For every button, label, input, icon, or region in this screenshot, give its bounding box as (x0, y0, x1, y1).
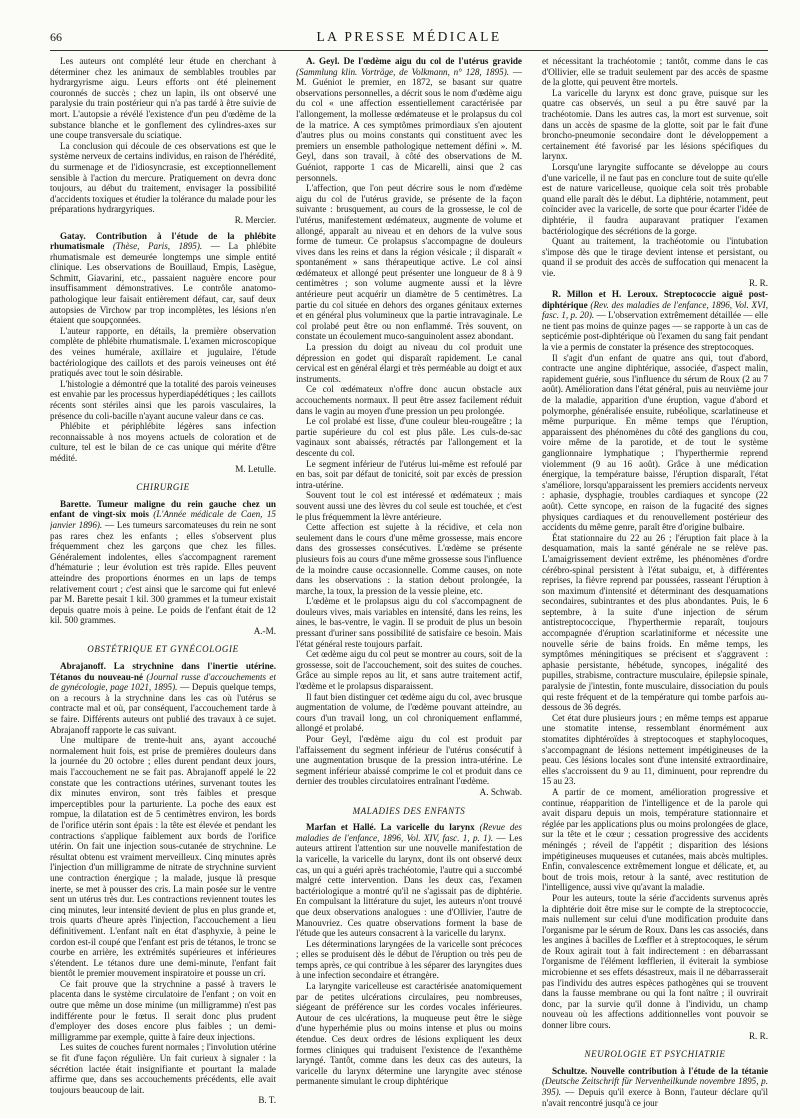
review-entry (296, 56, 522, 183)
paragraph: La laryngite varicelleuse est caractérisée anatomiquement par de petites ulcérations circulaires, peu nombreuses, siégeant de préférence sur les cordes vocales inférieures. Autour de ces ulcérations, la muqueuse peut être le siège d'une hyperhémie plus ou moins intense et plus ou moins étendue. Ces deux ordres de lésions expliquent les deux formes cliniques qui traduisent l'existence de l'exanthème laryngé. Tantôt, comme dans les deux cas des auteurs, la varicelle du larynx détermine une laryngite avec sténose permanente simulant le croup diphtérique (296, 981, 522, 1087)
paragraph: Pour les auteurs, toute la série d'accidents survenus après la diphtérie doit être mise sur le compte de la streptococcie, mais nullement sur celui d'une modification produite dans l'organisme par le sérum de Roux. Dans les cas associés, dans les angines à bacilles de Lœffler et à streptocoques, le sérum de Roux agirait tout à fait indirectement : en débarrassant l'organisme de l'élément lœfflerien, il éviterait la symbiose microbienne et ses effets désastreux, mais il ne débarrasserait pas l'individu des autres espèces pathogènes qui se trouvent dans la fausse membrane ou qui la font naître ; il ouvrirait donc, par la survie qu'il donne à l'individu, un champ nouveau où les affections additionnelles vont pouvoir se donner libre cours. (542, 892, 768, 1031)
paragraph: Cette affection est sujette à la récidive, et cela non seulement dans le cours d'une même grossesse, mais encore dans des grossesses consécutives. L'œdème se présente plusieurs fois au cours d'une même grossesse sous l'influence de la moindre cause occasionnelle. Comme causes, on note dans les observations : la station debout prolongée, la marche, la toux, la pression de la vessie pleine, etc. (296, 522, 522, 596)
page-number: 66 (50, 30, 62, 44)
entry-citation: (L'Année médicale de Caen, 15 janvier 1896). (50, 509, 276, 530)
entry-heading: Marfan et Hallé. La varicelle du larynx (306, 822, 475, 833)
entry-text: — Depuis quelque temps, on a recours à la strychnine dans les cas où l'utérus se contracte mal et où, par conséquent, l'accouchement tarde à se faire. Différents auteurs ont publié des travaux à ce sujet. Abrajanoff rapporte le cas suivant. (50, 682, 276, 735)
paragraph: Cet état dure plusieurs jours ; en même temps est apparue une stomatite intense, ressemblant énormément aux stomatites diphtéroïdes à streptocoques et staphylocoques, s'accompagnant de lésions nettement impétigineuses de la peau. Ces lésions locales sont d'une intensité extraordinaire, elles s'accroissent du 9 au 11, diminuent, pour reprendre du 15 au 23. (542, 712, 768, 787)
paragraph: L'œdème et le prolapsus aigu du col s'accompagnent de douleurs vives, mais variables en intensité, dans les reins, les aines, le bas-ventre, le vagin. Il se produit de plus un besoin pressant d'uriner sans possibilité de satisfaire ce besoin. Mais l'état général reste toujours parfait. (296, 596, 522, 649)
author-signature: R. R. (748, 1030, 768, 1041)
paragraph: L'auteur rapporte, en détails, la première observation complète de phlébite rhumatismale. L'examen microscopique des veines humérale, axillaire et jugulaire, l'étude bactériologique des caillots et des parois veineuses ont été pratiqués avec tout le soin désirable. (50, 325, 276, 379)
paragraph: Les auteurs ont complété leur étude en cherchant à déterminer chez les animaux de semblables troubles par hydrargyrisme aigu. Leurs efforts ont été pleinement couronnés de succès ; chez un lapin, ils ont observé une paralysie du train postérieur qui n'a pas tardé à être suivie de mort. L'autopsie a révélé l'existence d'un peu d'œdème de la substance blanche et le gonflement des cylindres-axes sur une coupe transversale du sciatique. (50, 56, 276, 141)
paragraph: La conclusion qui découle de ces observations est que le système nerveux de certains individus, en raison de l'hérédité, du surmenage et de l'idiosyncrasie, est exceptionnellement sensible à l'action du mercure. Pratiquement on devra donc toujours, au début du traitement, envisager la possibilité d'accidents toxiques et étudier la tolérance du malade pour les préparations hydrargyriques. (50, 140, 276, 215)
entry-text: — M. Guéniot le premier, en 1872, se basant sur quatre observations personnelles, a décrit sous le nom d'œdème aigu du col « une affection essentiellement caractérisée par l'allongement, la mollesse œdémateuse et le prolapsus du col de la matrice. A ces symptômes primordiaux s'en ajoutent d'autres plus ou moins constants qui constituent avec les premiers un ensemble pathologique nettement défini ». M. Geyl, dans son travail, à côté des observations de M. Guéniot, rapporte 1 cas de Micarelli, ainsi que 2 cas personnels. (296, 66, 522, 183)
entry-heading: Gatay. Contribution à l'étude de la phlébite rhumatismale (50, 230, 276, 252)
entry-citation: (Revue des maladies de l'enfance, 1896, Vol. XIV, fasc. 1, p. 1). (296, 822, 522, 843)
review-entry (50, 231, 276, 326)
entry-citation: (Sammlung klin. Vorträge, de Volkmann, n° 128, 1895). (296, 66, 510, 77)
column-right (542, 56, 768, 1114)
author-signature: A. Schwab. (479, 786, 522, 797)
paragraph: Phlébite et périphlébite légères sans infection reconnaissable à nos moyens actuels de coloration et de culture, tel est le bilan de ce cas unique qui mérite d'être médité. (50, 421, 276, 463)
section-heading-enfants: MALADIES DES ENFANTS (352, 805, 466, 816)
paragraph: Les suites de couches furent normales ; l'involution utérine se fit d'une façon régulière. Un fait curieux à signaler : la sécrétion lactée était insignifiante et pourtant la malade affirme que, dans ses accouchements précédents, elle avait toujours beaucoup de lait. (50, 1042, 276, 1095)
review-entry (296, 822, 522, 939)
author-signature: A.-M. (253, 625, 276, 636)
entry-text: — Depuis qu'il exerce à Bonn, l'auteur déclare qu'il n'avait rencontré jusqu'à ce jour (542, 1087, 768, 1108)
review-entry (50, 661, 276, 735)
paragraph: L'affection, que l'on peut décrire sous le nom d'œdème aigu du col de l'utérus gravide, se présente de la façon suivante : brusquement, au cours de la grossesse, le col de l'utérus, manifestement œdémateux, augmente de volume et allongé, apparaît au niveau et en dehors de la vulve sous forme de tumeur. Ce prolapsus s'accompagne de douleurs vives dans les reins et dans la région vésicale ; il disparaît « spontanément » sans thérapeutique active. Le col ainsi œdémateux et allongé peut présenter une longueur de 8 à 9 centimètres ; son volume augmente aussi et la lèvre antérieure peut acquérir un diamètre de 5 centimètres. La partie du col située en dehors des organes génitaux externes et en général plus volumineux que la partie intravaginale. Le col prolabé peut être ou non enflammé. Très souvent, on constate un écoulement muco-sanguinolent assez abondant. (296, 183, 522, 342)
paragraph: La pression du doigt au niveau du col produit une dépression en godet qui disparaît rapidement. Le canal cervical est en général élargi et très perméable au doigt et aux instruments. (296, 342, 522, 384)
paragraph: Souvent tout le col est intéressé et œdémateux ; mais souvent aussi une des lèvres du col seule est touchée, et c'est le plus fréquemment la lèvre antérieure. (296, 490, 522, 522)
column-left (50, 56, 276, 1114)
paragraph: Il faut bien distinguer cet œdème aigu du col, avec brusque augmentation de volume, de l'œdème pouvant atteindre, au cours d'un travail long, un col chroniquement enflammé, allongé et prolabé. (296, 691, 522, 734)
paragraph: Ce fait prouve que la strychnine a passé à travers le placenta dans le système circulatoire de l'enfant ; on voit en outre que même un dose minime (un milligramme) n'est pas indifférente pour le fœtus. Il serait donc plus prudent d'employer des doses encore plus faibles ; un demi-milligramme par exemple, quitte à faire deux injections. (50, 978, 276, 1042)
paragraph: Pour Geyl, l'œdème aigu du col est produit par l'affaissement du segment inférieur de l'utérus consécutif à une augmentation brusque de la pression intra-utérine. Le segment inférieur abaissé comprime le col et produit dans ce dernier des troubles circulatoires entraînant l'œdème. (296, 734, 522, 787)
section-heading-neurologie: NEUROLOGIE ET PSYCHIATRIE (584, 1049, 726, 1060)
entry-heading: Barette. Tumeur maligne du rein gauche chez un enfant de vingt-six mois (50, 498, 276, 520)
page-header (50, 30, 768, 46)
column-middle (296, 56, 522, 1114)
entry-citation: (Journal russe d'accouchements et de gynécologie, page 1021, 1895). (50, 671, 276, 693)
paragraph: Le col prolabé est lisse, d'une couleur bleu-rougeâtre ; la partie supérieure du col est plus pâle. Les culs-de-sac vaginaux sont abaissés, rétractés par l'allongement et la descente du col. (296, 416, 522, 458)
section-heading-chirurgie: CHIRURGIE (136, 482, 190, 493)
paragraph: Ce col œdémateux n'offre donc aucun obstacle aux accouchements normaux. Il peut être assez facilement réduit dans le vagin au moyen d'une pression un peu prolongée. (296, 384, 522, 416)
author-signature: B. T. (258, 1095, 276, 1106)
entry-text: — La phlébite rhumatismale est demeurée longtemps une simple entité clinique. Les observations de Bouillaud, Empis, Lasègue, Schmitt, Giavarini, etc., passaient naguère encore pour insuffisamment démonstratives. Le contrôle anatomo-pathologique leur faisait entièrement défaut, car, sauf deux autopsies de Virchow par trop incomplètes, les lésions n'en étaient que soupçonnées. (50, 241, 276, 326)
entry-text: — Les auteurs attirent l'attention sur une nouvelle manifestation de la varicelle, la varicelle du larynx, dont ils ont observé deux cas, un qui a guéri après trachéotomie, l'autre qui a succombé malgré cette intervention. Dans les deux cas, l'examen bactériologique a montré qu'il ne s'agissait pas de diphtérie. En compulsant la littérature du sujet, les auteurs n'ont trouvé que deux observations analogues : une d'Ollivier, l'autre de Manouvriez. Ces quatre observations forment la base de l'étude que les auteurs consacrent à la varicelle du larynx. (296, 832, 522, 939)
entry-text: — L'observation extrêmement détaillée — elle ne tient pas moins de quinze pages — se rapporte à un cas de septicémie post-diphtérique où l'examen du sang fait pendant la vie a permis de constater la présence des streptocoques. (542, 310, 768, 353)
paragraph: Cet œdème aigu du col peut se montrer au cours, soit de la grossesse, soit de l'accouchement, soit des suites de couches. Grâce au simple repos au lit, et sans autre traitement actif, l'œdème et le prolapsus disparaissent. (296, 649, 522, 692)
entry-citation: (Thèse, Paris, 1895). (112, 241, 203, 252)
entry-heading: Schultze. Nouvelle contribution à l'étude de la tétanie (552, 1065, 768, 1076)
entry-heading: A. Geyl. De l'œdème aigu du col de l'utérus gravide (306, 56, 522, 66)
entry-heading: R. Millon et H. Leroux. Streptococcie aiguë post-diphtérique (542, 289, 768, 310)
paragraph: Les déterminations laryngées de la varicelle sont précoces ; elles se produisent dès le début de l'éruption ou très peu de temps après, ce qui contribue à les séparer des laryngites dues à une infection secondaire et étrangère. (296, 938, 522, 981)
author-signature: R. Mercier. (234, 214, 276, 225)
paragraph: A partir de ce moment, amélioration progressive et continue, réapparition de l'intelligence et de la parole qui avait disparu depuis un mois, température stationnaire et réglée par les applications plus ou moins prolongées de glace, sur la tête et le cœur ; cessation progressive des accidents méningés ; réveil de l'appétit ; disparition des lésions impétigineuses muqueuses et cutanées, mais abcès multiples. Enfin, convalescence extrêmement longue et délicate, et, au bout de trois mois, retour à la santé, avec restitution de l'intelligence, aussi vive qu'avant la maladie. (542, 786, 768, 893)
author-signature: R. R. (748, 278, 768, 289)
entry-heading: Abrajanoff. La strychnine dans l'inertie utérine. Tétanos du nouveau-né (50, 661, 276, 682)
entry-citation: (Deutsche Zeitschrift für Nervenheilkunde novembre 1895, p. 395). (542, 1076, 768, 1097)
paragraph: État stationnaire du 22 au 26 ; l'éruption fait place à la desquamation, mais la santé générale ne se relève pas. L'amaigrissement devient extrême, les phénomènes d'ordre cérébro-spinal persistent à l'état subaigu, et, à différentes reprises, la fièvre reprend par poussées, rasseant l'éruption à son maximum d'intensité et déterminant des desquamations secondaires, subintrantes et des plus abondantes. Puis, le 6 septembre, à la suite d'une injection de sérum antistreptococcique, l'hyperthermie reparaît, toujours accompagnée d'éruption scarlatiniforme et nécessite une nouvelle série de bains froids. En même temps, les symptômes méningitiques se précisent et s'aggravent : aphasie persistante, hébétude, syncopes, inégalité des pupilles, strabisme, contracture musculaire, épilepsie spinale, paralysie de j'intestin, fonte musculaire, dissociation du pouls qui reste fréquent et de la température qui tombe parfois au-dessous de 36 degrés. (542, 532, 768, 713)
paragraph: Quant au traitement, la trachéotomie ou l'intubation s'impose dès que le tirage devient intense et persistant, ou quand il se produit des accès de suffocation qui menacent la vie. (542, 236, 768, 278)
paragraph: La varicelle du larynx est donc grave, puisque sur les quatre cas observés, un seul a pu être sauvé par la trachéotomie. Dans les autres cas, la mort est survenue, soit dans un accès de spasme de la glotte, soit par le fait d'une broncho-pneumonie secondaire dont le développement a certainement été favorisé par les lésions spécifiques du larynx. (542, 87, 768, 162)
journal-title: LA PRESSE MÉDICALE (316, 29, 502, 44)
review-entry (542, 1066, 768, 1108)
review-entry (542, 289, 768, 353)
paragraph: Il s'agit d'un enfant de quatre ans qui, tout d'abord, contracte une angine diphtérique, associée, d'aspect malin, rapidement guérie, sous l'influence du sérum de Roux (2 au 7 août). Amélioration dans l'état général, puis au neuvième jour de la maladie, apparition d'une éruption, vague d'abord et polymorphe, généralisée ensuite, rubéolique, scarlatineuse et même purpurique. En même temps que l'éruption, apparaissent des phénomènes du côté des ganglions du cou, voire même de la parotide, et de tout le système ganglionnaire lymphatique ; l'hyperthermie reprend violemment (9 au 16 août). Grâce à une médication énergique, la température baisse, l'éruption disparaît, l'état s'améliore, lorsqu'apparaissent les premiers accidents nerveux : aphasie, dysphagie, troubles cardiaques et syncope (22 août). Cette syncope, en raison de la fugacité des signes physiques cardiaques et du renouvellement postérieur des accidents du même genre, paraît être d'origine bulbaire. (542, 352, 768, 533)
entry-text: — Les tumeurs sarcomateuses du rein ne sont pas rares chez les enfants ; elles s'observent plus fréquemment chez les garçons que chez les filles. Généralement indolentes, elles s'accompagnent rarement d'hématurie ; leur évolution est très rapide. Elles peuvent atteindre des proportions énormes en un laps de temps relativement court ; c'est ainsi que le sarcome qui fut enlevé par M. Barette pesait 1 kil. 300 grammes et la tumeur existait depuis quatre mois à peine. Le poids de l'enfant était de 12 kil. 500 grammes. (50, 519, 276, 626)
entry-citation: (Rev. des maladies de l'enfance, 1896, Vol. XVI, fasc. 1, p. 20). (542, 299, 768, 321)
author-signature: M. Letulle. (235, 463, 276, 474)
paragraph: L'histologie a démontré que la totalité des parois veineuses est envahie par les processus hyperdiapédétiques ; les caillots récents sont stériles ainsi que les parois vasculaires, la présence du coli-bacille n'ayant aucune valeur dans ce cas. (50, 378, 276, 421)
section-heading-obstetrique: OBSTÉTRIQUE ET GYNÉCOLOGIE (87, 644, 239, 655)
header-rule (50, 50, 768, 51)
review-entry (50, 499, 276, 626)
paragraph: et nécessitant la trachéotomie ; tantôt, comme dans le cas d'Ollivier, elle se traduit seulement par des accès de spasme de la glotte, qui peuvent être mortels. (542, 56, 768, 88)
paragraph: Le segment inférieur de l'utérus lui-même est refoulé par en bas, soit par défaut de tonicité, soit par excès de pression intra-utérine. (296, 458, 522, 490)
paragraph: Une multipare de trente-huit ans, ayant accouché normalement huit fois, est prise de premières douleurs dans la journée du 20 octobre ; elles durent pendant deux jours, mais l'accouchement ne se fait pas. Abrajanoff appelé le 22 constate que les contractions utérines, survenant toutes les dix minutes environ, sont très faibles et presque imperceptibles pour la parturiente. La poche des eaux est rompue, la dilatation est de 5 centimètres environ, les bords de l'orifice utérin sont épais : la tête est élevée et pendant les contractions s'applique faiblement aux bords de l'orifice utérin. On fait une injection sous-cutanée de strychnine. Le résultat obtenu est vraiment merveilleux. Cinq minutes après l'injection d'un milligramme de nitrate de strychnine survient une contraction énergique ; la malade, jusque là presque inerte, se met à pousser des cris. La main posée sur le ventre sent un utérus très dur. Les contractions reviennent toutes les cinq minutes, leur intensité devient de plus en plus grande et, trois quarts d'heure après l'injection, l'accouchement a lieu définitivement. L'enfant naît en état d'asphyxie, à peine le cordon est-il coupé que l'enfant est pris de tétanos, le tronc se courbe en arrière, les extrémités supérieures et inférieures s'étendent. Le tétanos dure une demi-minute, l'enfant fait bientôt le premier mouvement inspiratoire et pousse un cri. (50, 735, 276, 979)
paragraph: Lorsqu'une laryngite suffocante se développe au cours d'une varicelle, il ne faut pas en conclure tout de suite qu'elle est de nature varicelleuse, quoique cela soit très probable quand elle paraît dès le début. La diphtérie, notamment, peut coïncider avec la varicelle, de sorte que pour écarter l'idée de diphtérie, il faudra auparavant pratiquer l'examen bactériologique des sécrétions de la gorge. (542, 161, 768, 236)
